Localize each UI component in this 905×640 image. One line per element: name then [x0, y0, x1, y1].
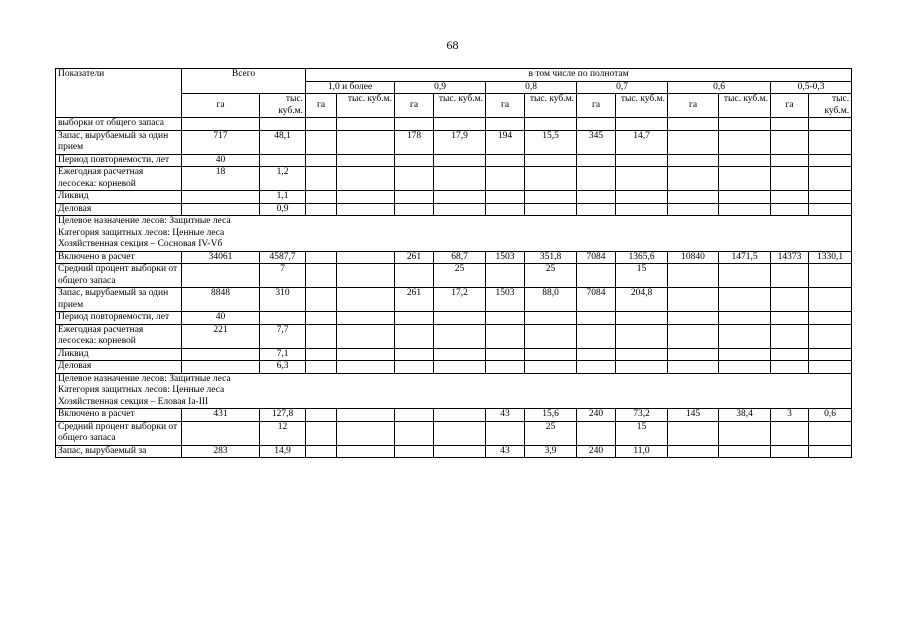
row-label: Деловая [56, 361, 182, 374]
table-cell [486, 167, 525, 191]
table-cell [616, 324, 668, 348]
table-cell [395, 264, 434, 288]
table-cell [525, 324, 577, 348]
table-row [56, 421, 852, 445]
section-line: Хозяйственная секция – Еловая Ia-III [58, 396, 209, 407]
table-cell: 88,0 [525, 288, 577, 312]
table-cell [719, 312, 771, 325]
row-label: Ликвид [56, 191, 182, 204]
table-cell [719, 421, 771, 445]
table-cell: 7,7 [260, 324, 306, 348]
table-cell: 7,1 [260, 348, 306, 361]
table-cell [771, 203, 809, 216]
table-cell [337, 191, 395, 204]
table-cell: 310 [260, 288, 306, 312]
table-cell: 283 [182, 445, 260, 458]
table-cell: 1,2 [260, 167, 306, 191]
table-cell [395, 312, 434, 325]
table-cell: 15 [616, 264, 668, 288]
table-cell [525, 203, 577, 216]
table-cell: 14,9 [260, 445, 306, 458]
table-cell [771, 445, 809, 458]
table-cell [306, 324, 337, 348]
table-cell [486, 348, 525, 361]
table-cell [486, 361, 525, 374]
header-indicators: Показатели [56, 69, 182, 118]
table-cell: 240 [577, 409, 616, 422]
table-cell [668, 154, 719, 167]
header-density: 0,7 [577, 81, 668, 94]
table-cell [719, 203, 771, 216]
row-label: выборки от общего запаса [56, 118, 182, 131]
table-cell: 221 [182, 324, 260, 348]
table-cell: 3,9 [525, 445, 577, 458]
table-row [56, 154, 852, 167]
table-cell [771, 167, 809, 191]
unit-volume: тыс. куб.м. [719, 94, 771, 118]
section-header [56, 216, 852, 252]
table-cell [434, 348, 486, 361]
table-row [56, 324, 852, 348]
table-cell [771, 312, 809, 325]
table-cell [182, 118, 260, 131]
table-cell [182, 421, 260, 445]
unit-volume: тыс. куб.м. [809, 94, 852, 118]
table-cell [434, 167, 486, 191]
table-row [56, 348, 852, 361]
table-cell [306, 264, 337, 288]
table-cell [719, 361, 771, 374]
table-cell [719, 288, 771, 312]
unit-ha: га [306, 94, 337, 118]
table-cell [719, 154, 771, 167]
table-cell [395, 409, 434, 422]
table-cell [182, 191, 260, 204]
table-cell: 7084 [577, 251, 616, 264]
table-cell: 18 [182, 167, 260, 191]
table-cell [182, 203, 260, 216]
row-label: Ликвид [56, 348, 182, 361]
table-cell [306, 251, 337, 264]
table-cell [616, 203, 668, 216]
table-cell: 145 [668, 409, 719, 422]
table-row [56, 445, 852, 458]
table-cell: 14373 [771, 251, 809, 264]
unit-volume: тыс. куб.м. [260, 94, 306, 118]
table-cell [434, 154, 486, 167]
table-cell [809, 154, 852, 167]
table-cell [577, 191, 616, 204]
table-cell [337, 421, 395, 445]
table-cell [577, 264, 616, 288]
table-row [56, 203, 852, 216]
table-cell: 127,8 [260, 409, 306, 422]
table-cell [395, 361, 434, 374]
table-cell: 17,2 [434, 288, 486, 312]
row-label: Ежегодная расчетная лесосека: корневой [56, 167, 182, 191]
unit-ha: га [577, 94, 616, 118]
table-cell: 48,1 [260, 130, 306, 154]
row-label: Включено в расчет [56, 251, 182, 264]
table-cell: 15 [616, 421, 668, 445]
table-cell: 15,5 [525, 130, 577, 154]
table-cell: 40 [182, 154, 260, 167]
row-label: Ежегодная расчетная лесосека: корневой [56, 324, 182, 348]
table-cell [668, 421, 719, 445]
table-cell: 1365,6 [616, 251, 668, 264]
row-label: Средний процент выборки от общего запаса [56, 421, 182, 445]
header-density: 1,0 и более [306, 81, 395, 94]
table-cell [668, 118, 719, 131]
table-cell [306, 130, 337, 154]
table-cell [616, 361, 668, 374]
table-cell [525, 348, 577, 361]
table-cell [337, 445, 395, 458]
table-cell [306, 203, 337, 216]
table-cell [668, 203, 719, 216]
unit-volume: тыс. куб.м. [337, 94, 395, 118]
table-cell: 17,9 [434, 130, 486, 154]
table-cell [771, 130, 809, 154]
table-cell [577, 154, 616, 167]
table-cell: 261 [395, 288, 434, 312]
table-row [56, 130, 852, 154]
section-line: Целевое назначение лесов: Защитные леса [58, 216, 231, 226]
table-cell [809, 130, 852, 154]
table-cell [395, 324, 434, 348]
table-cell [434, 312, 486, 325]
table-cell [719, 130, 771, 154]
table-cell [337, 203, 395, 216]
table-cell [771, 191, 809, 204]
table-cell [395, 167, 434, 191]
table-cell: 345 [577, 130, 616, 154]
section-line: Категория защитных лесов: Ценные леса [58, 385, 225, 395]
table-cell [577, 421, 616, 445]
unit-ha: га [182, 94, 260, 118]
table-cell [771, 361, 809, 374]
table-cell: 43 [486, 445, 525, 458]
table-cell [306, 154, 337, 167]
table-cell [668, 130, 719, 154]
table-cell [577, 361, 616, 374]
table-cell [809, 167, 852, 191]
table-cell [306, 348, 337, 361]
table-row [56, 312, 852, 325]
table-cell [486, 324, 525, 348]
table-cell [809, 324, 852, 348]
table-cell [486, 118, 525, 131]
table-cell [337, 167, 395, 191]
table-cell [395, 348, 434, 361]
table-cell [306, 288, 337, 312]
table-cell: 261 [395, 251, 434, 264]
table-cell: 3 [771, 409, 809, 422]
table-row [56, 251, 852, 264]
table-cell [809, 118, 852, 131]
table-cell: 40 [182, 312, 260, 325]
table-cell: 7 [260, 264, 306, 288]
table-cell [395, 203, 434, 216]
table-cell [337, 409, 395, 422]
unit-volume: тыс. куб.м. [525, 94, 577, 118]
table-cell: 0,9 [260, 203, 306, 216]
header-density: 0,5-0,3 [771, 81, 852, 94]
unit-ha: га [771, 94, 809, 118]
table-cell [260, 312, 306, 325]
header-total: Всего [182, 69, 306, 94]
unit-ha: га [668, 94, 719, 118]
table-cell [719, 167, 771, 191]
table-cell: 1503 [486, 251, 525, 264]
table-row [56, 288, 852, 312]
table-cell: 1471,5 [719, 251, 771, 264]
header-density: 0,8 [486, 81, 577, 94]
table-cell [395, 445, 434, 458]
table-cell [337, 348, 395, 361]
table-cell [395, 118, 434, 131]
table-cell [616, 191, 668, 204]
table-cell [771, 288, 809, 312]
table-cell: 194 [486, 130, 525, 154]
unit-volume: тыс. куб.м. [616, 94, 668, 118]
table-cell [306, 312, 337, 325]
table-cell: 1503 [486, 288, 525, 312]
table-cell: 15,6 [525, 409, 577, 422]
table-cell [577, 203, 616, 216]
table-cell [616, 154, 668, 167]
section-header [56, 373, 852, 409]
table-cell [616, 118, 668, 131]
table-cell [337, 251, 395, 264]
table-cell [771, 118, 809, 131]
table-cell [577, 312, 616, 325]
table-cell [616, 312, 668, 325]
table-cell: 25 [525, 421, 577, 445]
table-cell [395, 191, 434, 204]
table-cell [337, 264, 395, 288]
table-cell: 8848 [182, 288, 260, 312]
table-cell: 7084 [577, 288, 616, 312]
table-row [56, 409, 852, 422]
table-cell: 717 [182, 130, 260, 154]
table-cell [337, 130, 395, 154]
table-cell [668, 348, 719, 361]
table-cell [434, 191, 486, 204]
table-cell: 12 [260, 421, 306, 445]
table-cell [525, 361, 577, 374]
table-cell: 43 [486, 409, 525, 422]
table-cell: 351,8 [525, 251, 577, 264]
page-number: 68 [446, 38, 459, 52]
table-cell [668, 264, 719, 288]
table-cell [486, 203, 525, 216]
table-cell [337, 154, 395, 167]
forest-cutting-table [55, 68, 852, 458]
table-cell [809, 348, 852, 361]
section-line: Целевое назначение лесов: Защитные леса [58, 373, 231, 384]
table-cell [260, 118, 306, 131]
table-cell [337, 118, 395, 131]
row-label: Период повторяемости, лет [56, 312, 182, 325]
header-row-1 [56, 69, 852, 82]
header-density: 0,9 [395, 81, 486, 94]
table-cell [809, 312, 852, 325]
table-cell [809, 361, 852, 374]
table-cell: 14,7 [616, 130, 668, 154]
table-row [56, 264, 852, 288]
table-cell [434, 409, 486, 422]
table-cell [525, 167, 577, 191]
table-cell [306, 167, 337, 191]
table-cell: 6,3 [260, 361, 306, 374]
table-cell: 25 [434, 264, 486, 288]
header-by-density: в том числе по полнотам [306, 69, 852, 82]
table-cell: 1,1 [260, 191, 306, 204]
table-cell [577, 348, 616, 361]
section-line: Хозяйственная секция – Сосновая IV-Vб [58, 239, 223, 249]
table-cell [306, 409, 337, 422]
unit-ha: га [486, 94, 525, 118]
table-cell: 431 [182, 409, 260, 422]
row-label: Деловая [56, 203, 182, 216]
table-cell [719, 445, 771, 458]
table-cell [306, 118, 337, 131]
table-cell [668, 445, 719, 458]
row-label: Запас, вырубаемый за [56, 445, 182, 458]
table-cell [771, 348, 809, 361]
table-cell [525, 118, 577, 131]
table-cell [434, 118, 486, 131]
table-cell [771, 264, 809, 288]
table-cell [260, 154, 306, 167]
table-cell [809, 203, 852, 216]
table-cell: 25 [525, 264, 577, 288]
table-cell [182, 264, 260, 288]
table-row [56, 191, 852, 204]
table-cell [771, 421, 809, 445]
row-label: Запас, вырубаемый за один прием [56, 130, 182, 154]
table-cell [306, 445, 337, 458]
table-cell [434, 445, 486, 458]
table-cell [577, 167, 616, 191]
table-cell [525, 154, 577, 167]
table-cell [577, 324, 616, 348]
table-cell [395, 154, 434, 167]
table-cell: 11,0 [616, 445, 668, 458]
table-cell [616, 348, 668, 361]
table-cell: 0,6 [809, 409, 852, 422]
header-density: 0,6 [668, 81, 771, 94]
section-header-row [56, 216, 852, 252]
table-cell: 38,4 [719, 409, 771, 422]
table-cell: 178 [395, 130, 434, 154]
table-cell [809, 288, 852, 312]
table-row [56, 361, 852, 374]
table-cell: 1330,1 [809, 251, 852, 264]
row-label: Средний процент выборки от общего запаса [56, 264, 182, 288]
table-cell [668, 167, 719, 191]
table-cell [486, 154, 525, 167]
table-cell [809, 421, 852, 445]
table-cell [719, 191, 771, 204]
table-cell: 240 [577, 445, 616, 458]
table-cell [486, 191, 525, 204]
table-cell [306, 421, 337, 445]
table-cell [668, 361, 719, 374]
table-cell [337, 288, 395, 312]
table-cell [668, 312, 719, 325]
table-cell [719, 118, 771, 131]
table-cell [337, 361, 395, 374]
table-cell [434, 324, 486, 348]
table-cell [809, 445, 852, 458]
table-cell [306, 361, 337, 374]
section-header-row [56, 373, 852, 409]
table-cell [616, 167, 668, 191]
table-cell [525, 191, 577, 204]
table-cell [719, 348, 771, 361]
table-cell [771, 324, 809, 348]
table-cell [486, 264, 525, 288]
table-cell [486, 421, 525, 445]
table-cell: 4587,7 [260, 251, 306, 264]
table-row [56, 118, 852, 131]
row-label: Период повторяемости, лет [56, 154, 182, 167]
unit-ha: га [395, 94, 434, 118]
table-cell [182, 348, 260, 361]
table-cell [434, 421, 486, 445]
table-cell [719, 324, 771, 348]
table-cell [668, 324, 719, 348]
row-label: Запас, вырубаемый за один прием [56, 288, 182, 312]
table-cell [771, 154, 809, 167]
unit-volume: тыс. куб.м. [434, 94, 486, 118]
section-line: Категория защитных лесов: Ценные леса [58, 227, 225, 238]
table-cell: 10840 [668, 251, 719, 264]
table-cell [434, 203, 486, 216]
table-cell: 73,2 [616, 409, 668, 422]
table-cell [809, 264, 852, 288]
table-cell [668, 288, 719, 312]
table-cell [434, 361, 486, 374]
table-cell [395, 421, 434, 445]
table-cell [306, 191, 337, 204]
table-cell: 68,7 [434, 251, 486, 264]
table-cell [809, 191, 852, 204]
table-cell [486, 312, 525, 325]
table-cell [182, 361, 260, 374]
table-row [56, 167, 852, 191]
table-cell [337, 324, 395, 348]
table-cell [668, 191, 719, 204]
row-label: Включено в расчет [56, 409, 182, 422]
table-cell [577, 118, 616, 131]
table-cell: 34061 [182, 251, 260, 264]
table-cell [719, 264, 771, 288]
table-cell [525, 312, 577, 325]
table-cell: 204,8 [616, 288, 668, 312]
table-cell [337, 312, 395, 325]
